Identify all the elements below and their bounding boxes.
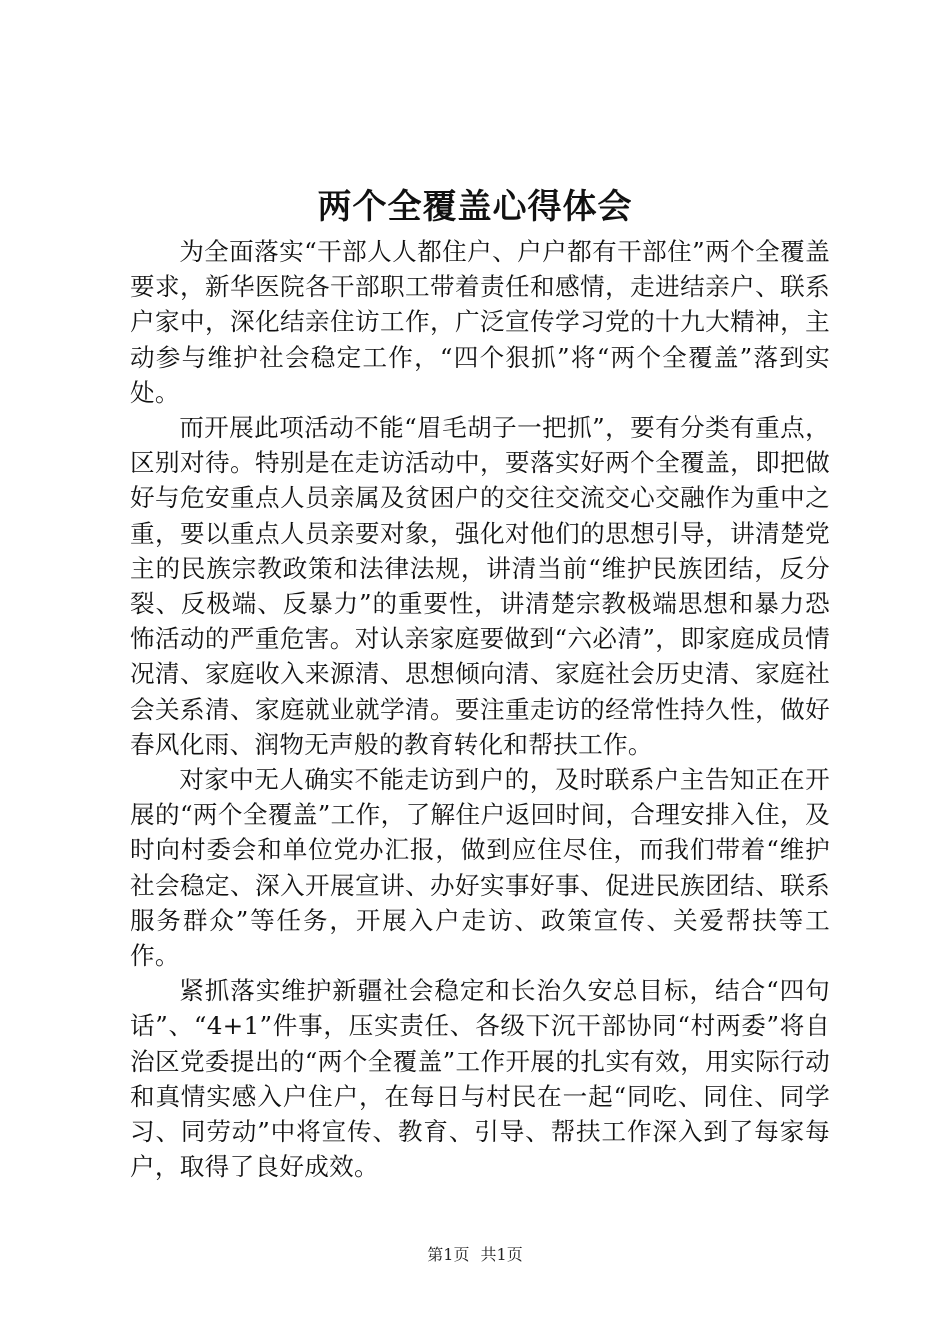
page-footer xyxy=(0,1244,950,1266)
paragraph-4: 紧抓落实维护新疆社会稳定和长治久安总目标，结合“四句话”、“4+1”件事，压实责任、各级下沉干部协同“村两委”将自治区党委提出的“两个全覆盖”工作开展的扎实有效，用实际行动和真情实感入户住户，在每日与村民在一起“同吃、同住、同学习、同劳动”中将宣传、教育、引导、帮扶工作深入到了每家每户，取得了良好成效。 xyxy=(130,976,830,1182)
paragraph-1: 为全面落实“干部人人都住户、户户都有干部住”两个全覆盖要求，新华医院各干部职工带着责任和感情，走进结亲户、联系户家中，深化结亲住访工作，广泛宣传学习党的十九大精神，主动参与维护社会稳定工作，“四个狠抓”将“两个全覆盖”落到实处。 xyxy=(130,237,830,407)
document-body xyxy=(130,234,830,1184)
document-title: 两个全覆盖心得体会 xyxy=(317,187,633,227)
paragraph-2: 而开展此项活动不能“眉毛胡子一把抓”，要有分类有重点，区别对待。特别是在走访活动中，要落实好两个全覆盖，即把做好与危安重点人员亲属及贫困户的交往交流交心交融作为重中之重，要以重点人员亲要对象，强化对他们的思想引导，讲清楚党主的民族宗教政策和法律法规，讲清当前“维护民族团结，反分裂、反极端、反暴力”的重要性，讲清楚宗教极端思想和暴力恐怖活动的严重危害。对认亲家庭要做到“六必清”，即家庭成员情况清、家庭收入来源清、思想倾向清、家庭社会历史清、家庭社会关系清、家庭就业就学清。要注重走访的经常性持久性，做好春风化雨、润物无声般的教育转化和帮扶工作。 xyxy=(130,413,830,759)
page-number: 第1页 xyxy=(427,1245,470,1264)
page-total: 共1页 xyxy=(480,1245,523,1264)
paragraph-3: 对家中无人确实不能走访到户的，及时联系户主告知正在开展的“两个全覆盖”工作，了解住户返回时间，合理安排入住，及时向村委会和单位党办汇报，做到应住尽住，而我们带着“维护社会稳定、深入开展宣讲、办好实事好事、促进民族团结、联系服务群众”等任务，开展入户走访、政策宣传、关爱帮扶等工作。 xyxy=(130,765,830,971)
